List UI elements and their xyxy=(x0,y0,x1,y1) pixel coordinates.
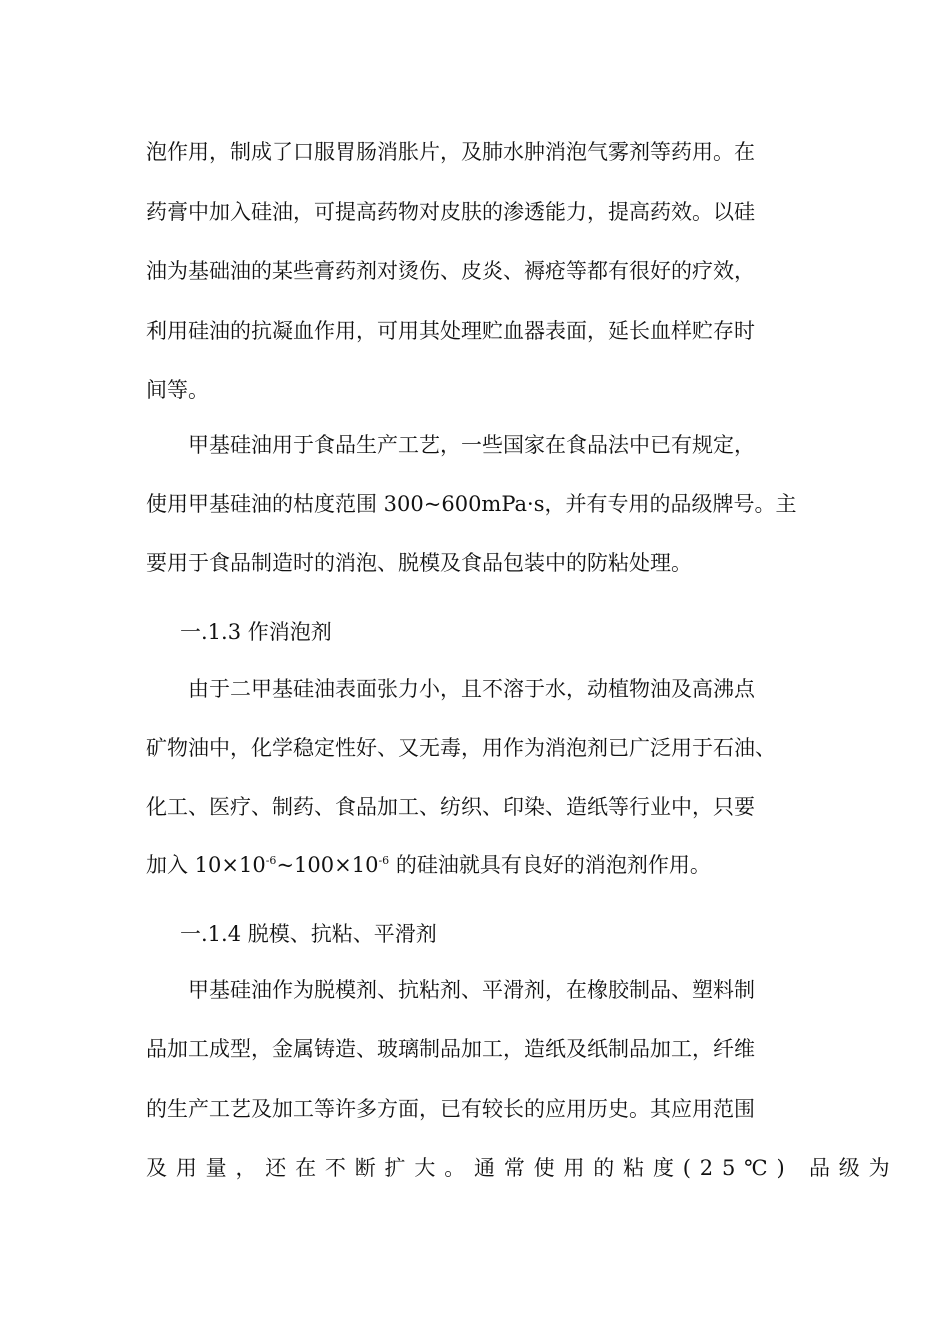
paragraph-1-line-3: 油为基础油的某些膏药剂对烫伤、皮炎、褥疮等都有很好的疗效， xyxy=(146,259,755,283)
paragraph-4-line-4: 及用量，还在不断扩大。通常使用的粘度(25℃) 品级为 xyxy=(146,1156,899,1180)
section-heading-1-1-4: 一.1.4 脱模、抗粘、平滑剂 xyxy=(180,922,437,946)
paragraph-1-line-4: 利用硅油的抗凝血作用，可用其处理贮血器表面，延长血样贮存时 xyxy=(146,319,755,343)
paragraph-3-line-2: 矿物油中，化学稳定性好、又无毒，用作为消泡剂已广泛用于石油、 xyxy=(146,736,776,760)
line-suffix: 的硅油就具有良好的消泡剂作用。 xyxy=(389,853,711,877)
superscript-exponent: -6 xyxy=(265,854,277,867)
paragraph-1-line-5: 间等。 xyxy=(146,378,209,402)
superscript-exponent: -6 xyxy=(378,854,390,867)
paragraph-3-line-1: 由于二甲基硅油表面张力小，且不溶于水，动植物油及高沸点 xyxy=(188,677,755,701)
line-middle: ~100×10 xyxy=(276,853,379,877)
paragraph-3-line-4 xyxy=(146,850,711,880)
paragraph-4-line-3: 的生产工艺及加工等许多方面，已有较长的应用历史。其应用范围 xyxy=(146,1097,755,1121)
paragraph-2-line-1: 甲基硅油用于食品生产工艺，一些国家在食品法中已有规定， xyxy=(188,433,755,457)
paragraph-4-line-2: 品加工成型，金属铸造、玻璃制品加工，造纸及纸制品加工，纤维 xyxy=(146,1037,755,1061)
paragraph-2-line-2: 使用甲基硅油的枯度范围 300~600mPa·s，并有专用的品级牌号。主 xyxy=(146,492,797,516)
line-prefix: 加入 10×10 xyxy=(146,853,266,877)
section-heading-1-1-3: 一.1.3 作消泡剂 xyxy=(180,620,332,644)
paragraph-3-line-3: 化工、医疗、制药、食品加工、纺织、印染、造纸等行业中，只要 xyxy=(146,795,755,819)
paragraph-4-line-1: 甲基硅油作为脱模剂、抗粘剂、平滑剂，在橡胶制品、塑料制 xyxy=(188,978,755,1002)
paragraph-1-line-2: 药膏中加入硅油，可提高药物对皮肤的渗透能力，提高药效。以硅 xyxy=(146,200,755,224)
paragraph-2-line-3: 要用于食品制造时的消泡、脱模及食品包装中的防粘处理。 xyxy=(146,551,692,575)
paragraph-1-line-1: 泡作用，制成了口服胃肠消胀片，及肺水肿消泡气雾剂等药用。在 xyxy=(146,140,755,164)
